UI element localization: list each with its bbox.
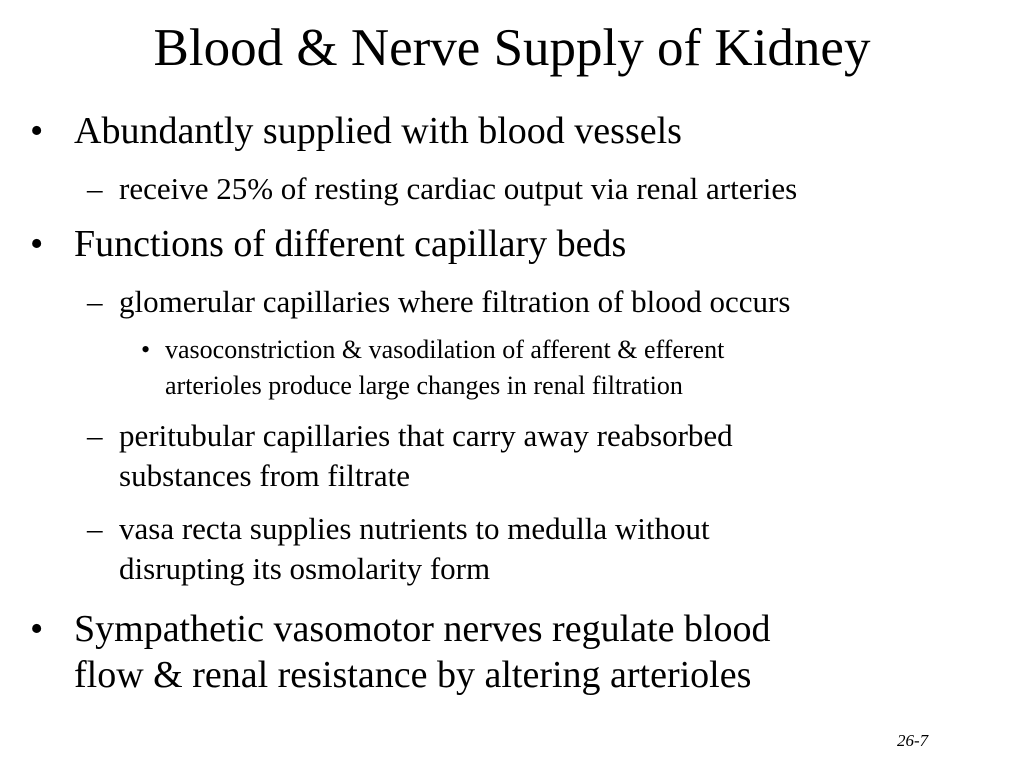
sub-item-vasa-recta [87, 509, 710, 589]
bullet-marker: • [30, 223, 44, 265]
bullet-marker: • [30, 110, 44, 152]
sub-sub-item-line: arterioles produce large changes in renal filtration [165, 371, 683, 400]
bullet-text: Abundantly supplied with blood vessels [74, 110, 682, 152]
bullet-item-sympathetic [30, 606, 771, 698]
page-number: 26-7 [897, 731, 929, 750]
dash-marker: – [87, 171, 103, 206]
sub-item-line: vasa recta supplies nutrients to medulla without [119, 511, 710, 546]
dash-marker: – [87, 418, 103, 453]
sub-item-peritubular [87, 416, 733, 496]
sub-sub-item-vasoconstriction [141, 332, 725, 404]
sub-item-cardiac-output [87, 169, 798, 209]
sub-item-text: receive 25% of resting cardiac output via renal arteries [119, 171, 798, 206]
sub-item-line: substances from filtrate [119, 458, 410, 493]
sub-item-text: glomerular capillaries where filtration of blood occurs [119, 284, 791, 319]
bullet-marker: • [141, 335, 151, 364]
dash-marker: – [87, 511, 103, 546]
bullet-line: flow & renal resistance by altering arterioles [74, 654, 752, 696]
sub-item-glomerular [87, 282, 791, 322]
bullet-item-blood-vessels [30, 108, 682, 154]
bullet-line: Sympathetic vasomotor nerves regulate blood [74, 608, 771, 650]
bullet-item-capillary-beds [30, 221, 627, 267]
dash-marker: – [87, 284, 103, 319]
sub-sub-item-line: vasoconstriction & vasodilation of afferent & efferent [165, 335, 725, 364]
sub-item-line: peritubular capillaries that carry away reabsorbed [119, 418, 733, 453]
bullet-marker: • [30, 608, 44, 650]
bullet-text: Functions of different capillary beds [74, 223, 627, 265]
sub-item-line: disrupting its osmolarity form [119, 551, 491, 586]
slide-title: Blood & Nerve Supply of Kidney [153, 19, 871, 77]
